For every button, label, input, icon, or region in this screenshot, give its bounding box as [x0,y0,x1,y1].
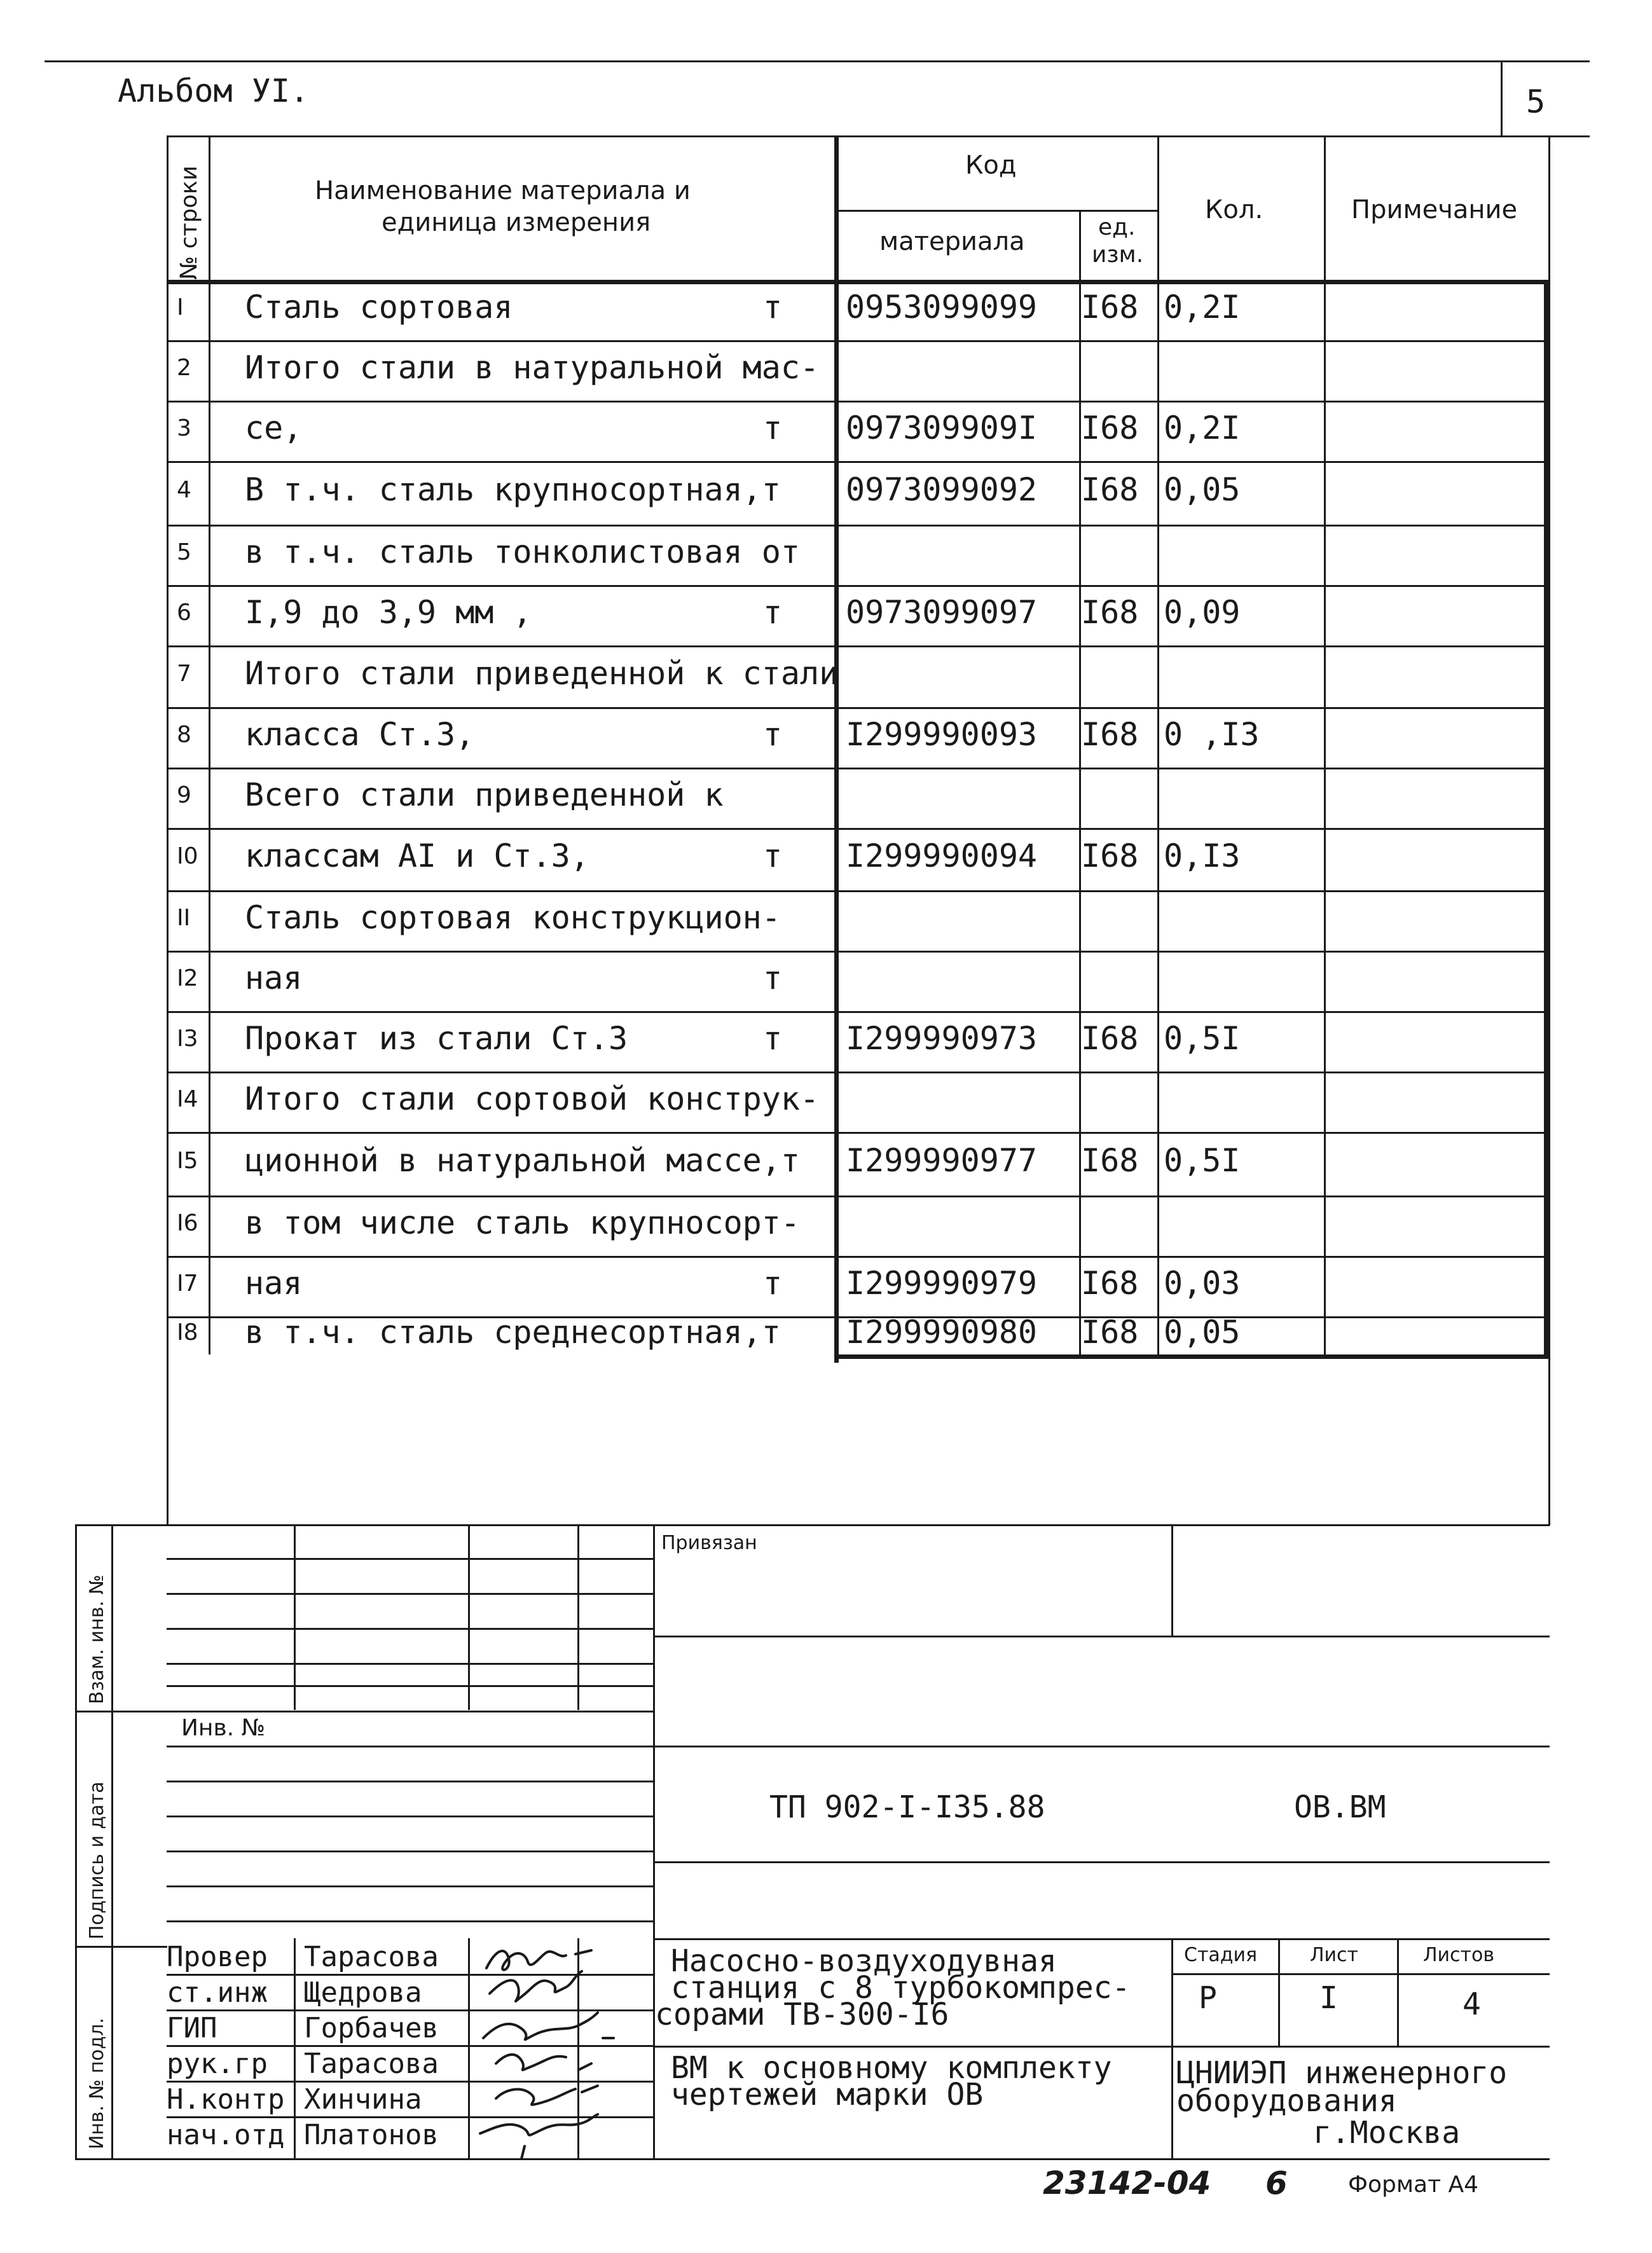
grid-v1 [294,1524,296,1710]
row-code: 097309909I [846,409,1038,446]
signer-role: Провер [167,1941,268,1973]
row-ed: I68 [1081,409,1139,446]
stamp-line-a [653,1636,1550,1637]
row-name: в т.ч. сталь тонколистовая от [245,533,800,570]
row-name: ная [245,1264,303,1302]
privyazan-divider [1171,1524,1173,1636]
row-qty: 0,2I [1164,409,1241,446]
row-code: I299990093 [846,715,1038,753]
row-ed: I68 [1081,288,1139,326]
row-code: 0953099099 [846,288,1038,326]
row-line [167,1071,1550,1073]
stamp-grid-line [167,1850,653,1852]
row-name: Прокат из стали Ст.3 [245,1019,628,1057]
row-line [167,1195,1550,1197]
stamp-line-b [653,1746,1550,1747]
row-number: I8 [177,1319,198,1346]
row-name: Итого стали в натуральной мас- [245,348,820,386]
signer-name: Горбачев [304,2012,439,2044]
code-subheader-line [834,210,1157,212]
row-line [167,340,1550,342]
row-line [167,645,1550,647]
header-row-no: № строки [176,165,202,280]
inv-no-label: Инв. № [181,1715,266,1741]
row-line [167,1011,1550,1013]
row-number: I0 [177,843,198,869]
row-number: I3 [177,1025,198,1052]
org-line3: г.Москва [1313,2115,1461,2151]
title-line1: Насосно-воздуходувная [671,1943,1057,1979]
row-number: 4 [177,477,191,503]
title-divider [653,2046,1550,2048]
row-line [167,890,1550,892]
album-label: Альбом УI. [118,72,310,109]
row-unit: т [763,715,783,753]
row-code: I299990977 [846,1142,1038,1179]
row-number: I2 [177,965,198,991]
row-qty: 0,05 [1164,1314,1241,1351]
grid-v-main [653,1524,655,2158]
row-number: II [177,904,191,931]
row-name: Итого стали сортовой конструк- [245,1080,820,1117]
header-qty: Кол. [1205,195,1263,224]
signer-role: Н.контр [167,2083,285,2116]
row-qty: 0,09 [1164,593,1241,631]
stamp-grid-line [167,1746,653,1747]
row-qty: 0,03 [1164,1264,1241,1302]
side-label-podpis: Подпись и дата [86,1781,108,1940]
row-line [167,768,1550,769]
header-code: Код [965,151,1017,180]
page-number: 5 [1526,83,1546,120]
row-name: Сталь сортовая [245,288,513,326]
stage-header-line [1171,1973,1550,1975]
org-line2: оборудования [1176,2083,1397,2119]
row-line [167,585,1550,587]
row-unit: т [763,1019,783,1057]
sheet-value: I [1319,1980,1338,2016]
side-label-vzam: Взам. инв. № [86,1574,108,1704]
col-name-divider [834,135,839,1363]
doc-code: ТП 902-I-I35.88 [769,1789,1045,1825]
row-number: 5 [177,539,191,565]
signer-name: Тарасова [304,1941,439,1973]
row-number: I4 [177,1085,198,1112]
row-line [167,707,1550,709]
row-unit: т [763,837,783,874]
row-name: класса Ст.3, [245,715,475,753]
row-ed: I68 [1081,471,1139,508]
signer-role: нач.отд [167,2119,285,2151]
stamp-outer-left [75,1524,77,2160]
stamp-grid-line [167,1628,653,1630]
subtitle-line1: ВМ к основному комплекту [671,2050,1112,2086]
row-line [167,1256,1550,1258]
doc-mark: ОВ.ВМ [1294,1789,1386,1825]
side-label-inv: Инв. № подл. [86,2018,108,2149]
row-name: Итого стали приведенной к стали [245,654,839,692]
row-ed: I68 [1081,715,1139,753]
stamp-grid-line [167,1711,653,1712]
row-qty: 0,05 [1164,471,1241,508]
header-code-unit-2: изм. [1092,242,1144,268]
stamp-bottom [75,2158,1550,2160]
org-line1: ЦНИИЭП инженерного [1176,2055,1508,2091]
row-name: ционной в натуральной массе,т [245,1142,800,1179]
row-number: I [177,294,184,320]
row-line [167,828,1550,830]
row-unit: т [763,959,783,996]
signer-name: Платонов [304,2119,439,2151]
row-number: 3 [177,415,191,441]
row-name: В т.ч. сталь крупносортная,т [245,471,781,508]
row-code: 0973099097 [846,593,1038,631]
top-rule [45,60,1590,62]
stamp-grid-line [167,1685,653,1687]
row-code: 0973099092 [846,471,1038,508]
row-code: I299990094 [846,837,1038,874]
stamp-side-divider [111,1524,113,2160]
col-ed-divider [1157,135,1159,1354]
col-code-divider [1079,210,1081,1354]
privyazan-label: Привязан [661,1532,757,1554]
row-qty: 0,5I [1164,1142,1241,1179]
title-line2: станция с 8 турбокомпрес- [671,1970,1131,2006]
header-name-line2: единица измерения [382,208,651,237]
side-box-line-2 [75,1946,167,1948]
row-code: I299990973 [846,1019,1038,1057]
stamp-line-d [653,1938,1550,1940]
stamp-grid-line [167,1885,653,1887]
stamp-top [75,1524,1550,1526]
row-line [167,461,1550,463]
stage-box-v2 [1397,1938,1399,2046]
row-number: 9 [177,782,191,808]
subtitle-line2: чертежей марки ОВ [671,2077,984,2112]
row-number: 8 [177,721,191,748]
grid-v1-low [294,1938,296,2158]
stage-box-v1 [1278,1938,1280,2046]
row-unit: т [763,593,783,631]
grid-v3 [577,1524,579,1710]
sheets-value: 4 [1463,1987,1481,2022]
signer-name: Хинчина [304,2083,422,2116]
row-name: се, [245,409,303,446]
handwritten-number: 23142-04 [1043,2165,1211,2201]
row-name: классам AI и Ст.3, [245,837,589,874]
row-line [167,401,1550,403]
table-bottom-thick [834,1354,1550,1359]
row-code: I299990979 [846,1264,1038,1302]
row-line [167,951,1550,953]
row-ed: I68 [1081,1314,1139,1351]
row-unit: т [763,409,783,446]
page-box-divider [1501,60,1503,137]
header-code-unit-1: ед. [1098,214,1136,240]
row-name: в т.ч. сталь среднесортная,т [245,1314,781,1351]
stamp-grid-line [167,1593,653,1595]
row-unit: т [763,1264,783,1302]
sheets-label: Листов [1423,1944,1495,1966]
signer-name: Щедрова [304,1976,422,2009]
row-name: ная [245,959,303,996]
format-label: Формат А4 [1348,2172,1479,2198]
signer-name: Тарасова [304,2048,439,2080]
handwritten-suffix: 6 [1265,2165,1288,2201]
row-ed: I68 [1081,1142,1139,1179]
row-number: 2 [177,354,191,381]
signer-role: ст.инж [167,1976,268,2009]
row-code: I299990980 [846,1314,1038,1351]
grid-v2 [468,1524,470,1710]
side-box-line-1 [75,1711,167,1712]
row-qty: 0 ,I3 [1164,715,1260,753]
row-qty: 0,2I [1164,288,1241,326]
row-number: I5 [177,1148,198,1174]
row-ed: I68 [1081,1019,1139,1057]
col-qty-divider [1324,135,1326,1354]
header-code-material: материала [879,227,1025,256]
row-ed: I68 [1081,593,1139,631]
stage-value: Р [1199,1980,1217,2016]
signatures [471,1936,623,2159]
row-number: I6 [177,1209,198,1236]
stamp-grid-line [167,1663,653,1665]
header-name-line1: Наименование материала и [315,176,691,205]
signer-role: ГИП [167,2012,217,2044]
stage-box-left [1171,1938,1173,2158]
row-name: Сталь сортовая конструкцион- [245,899,781,936]
stamp-grid-line [167,1920,653,1922]
stage-label: Стадия [1184,1944,1258,1966]
grid-v2-low [468,1938,470,2158]
header-note: Примечание [1351,195,1518,224]
row-qty: 0,5I [1164,1019,1241,1057]
sheet-label: Лист [1310,1944,1359,1966]
row-name: I,9 до 3,9 мм , [245,593,532,631]
row-name: Всего стали приведенной к [245,776,724,813]
stamp-grid-line [167,1815,653,1817]
row-number: 6 [177,599,191,626]
row-number: 7 [177,660,191,687]
row-line [167,1132,1550,1134]
table-top [167,135,1550,137]
row-ed: I68 [1081,837,1139,874]
signer-role: рук.гр [167,2048,268,2080]
col-no-divider [209,135,210,1354]
stamp-grid-line [167,1781,653,1782]
stamp-grid-line [167,1558,653,1560]
row-qty: 0,I3 [1164,837,1241,874]
header-bottom [167,280,1550,284]
title-line3: сорами ТВ-300-I6 [655,1997,949,2032]
row-name: в том числе сталь крупносорт- [245,1204,800,1241]
row-unit: т [763,288,783,326]
row-number: I7 [177,1270,198,1297]
row-line [167,525,1550,527]
row-ed: I68 [1081,1264,1139,1302]
stamp-line-c [653,1861,1550,1863]
